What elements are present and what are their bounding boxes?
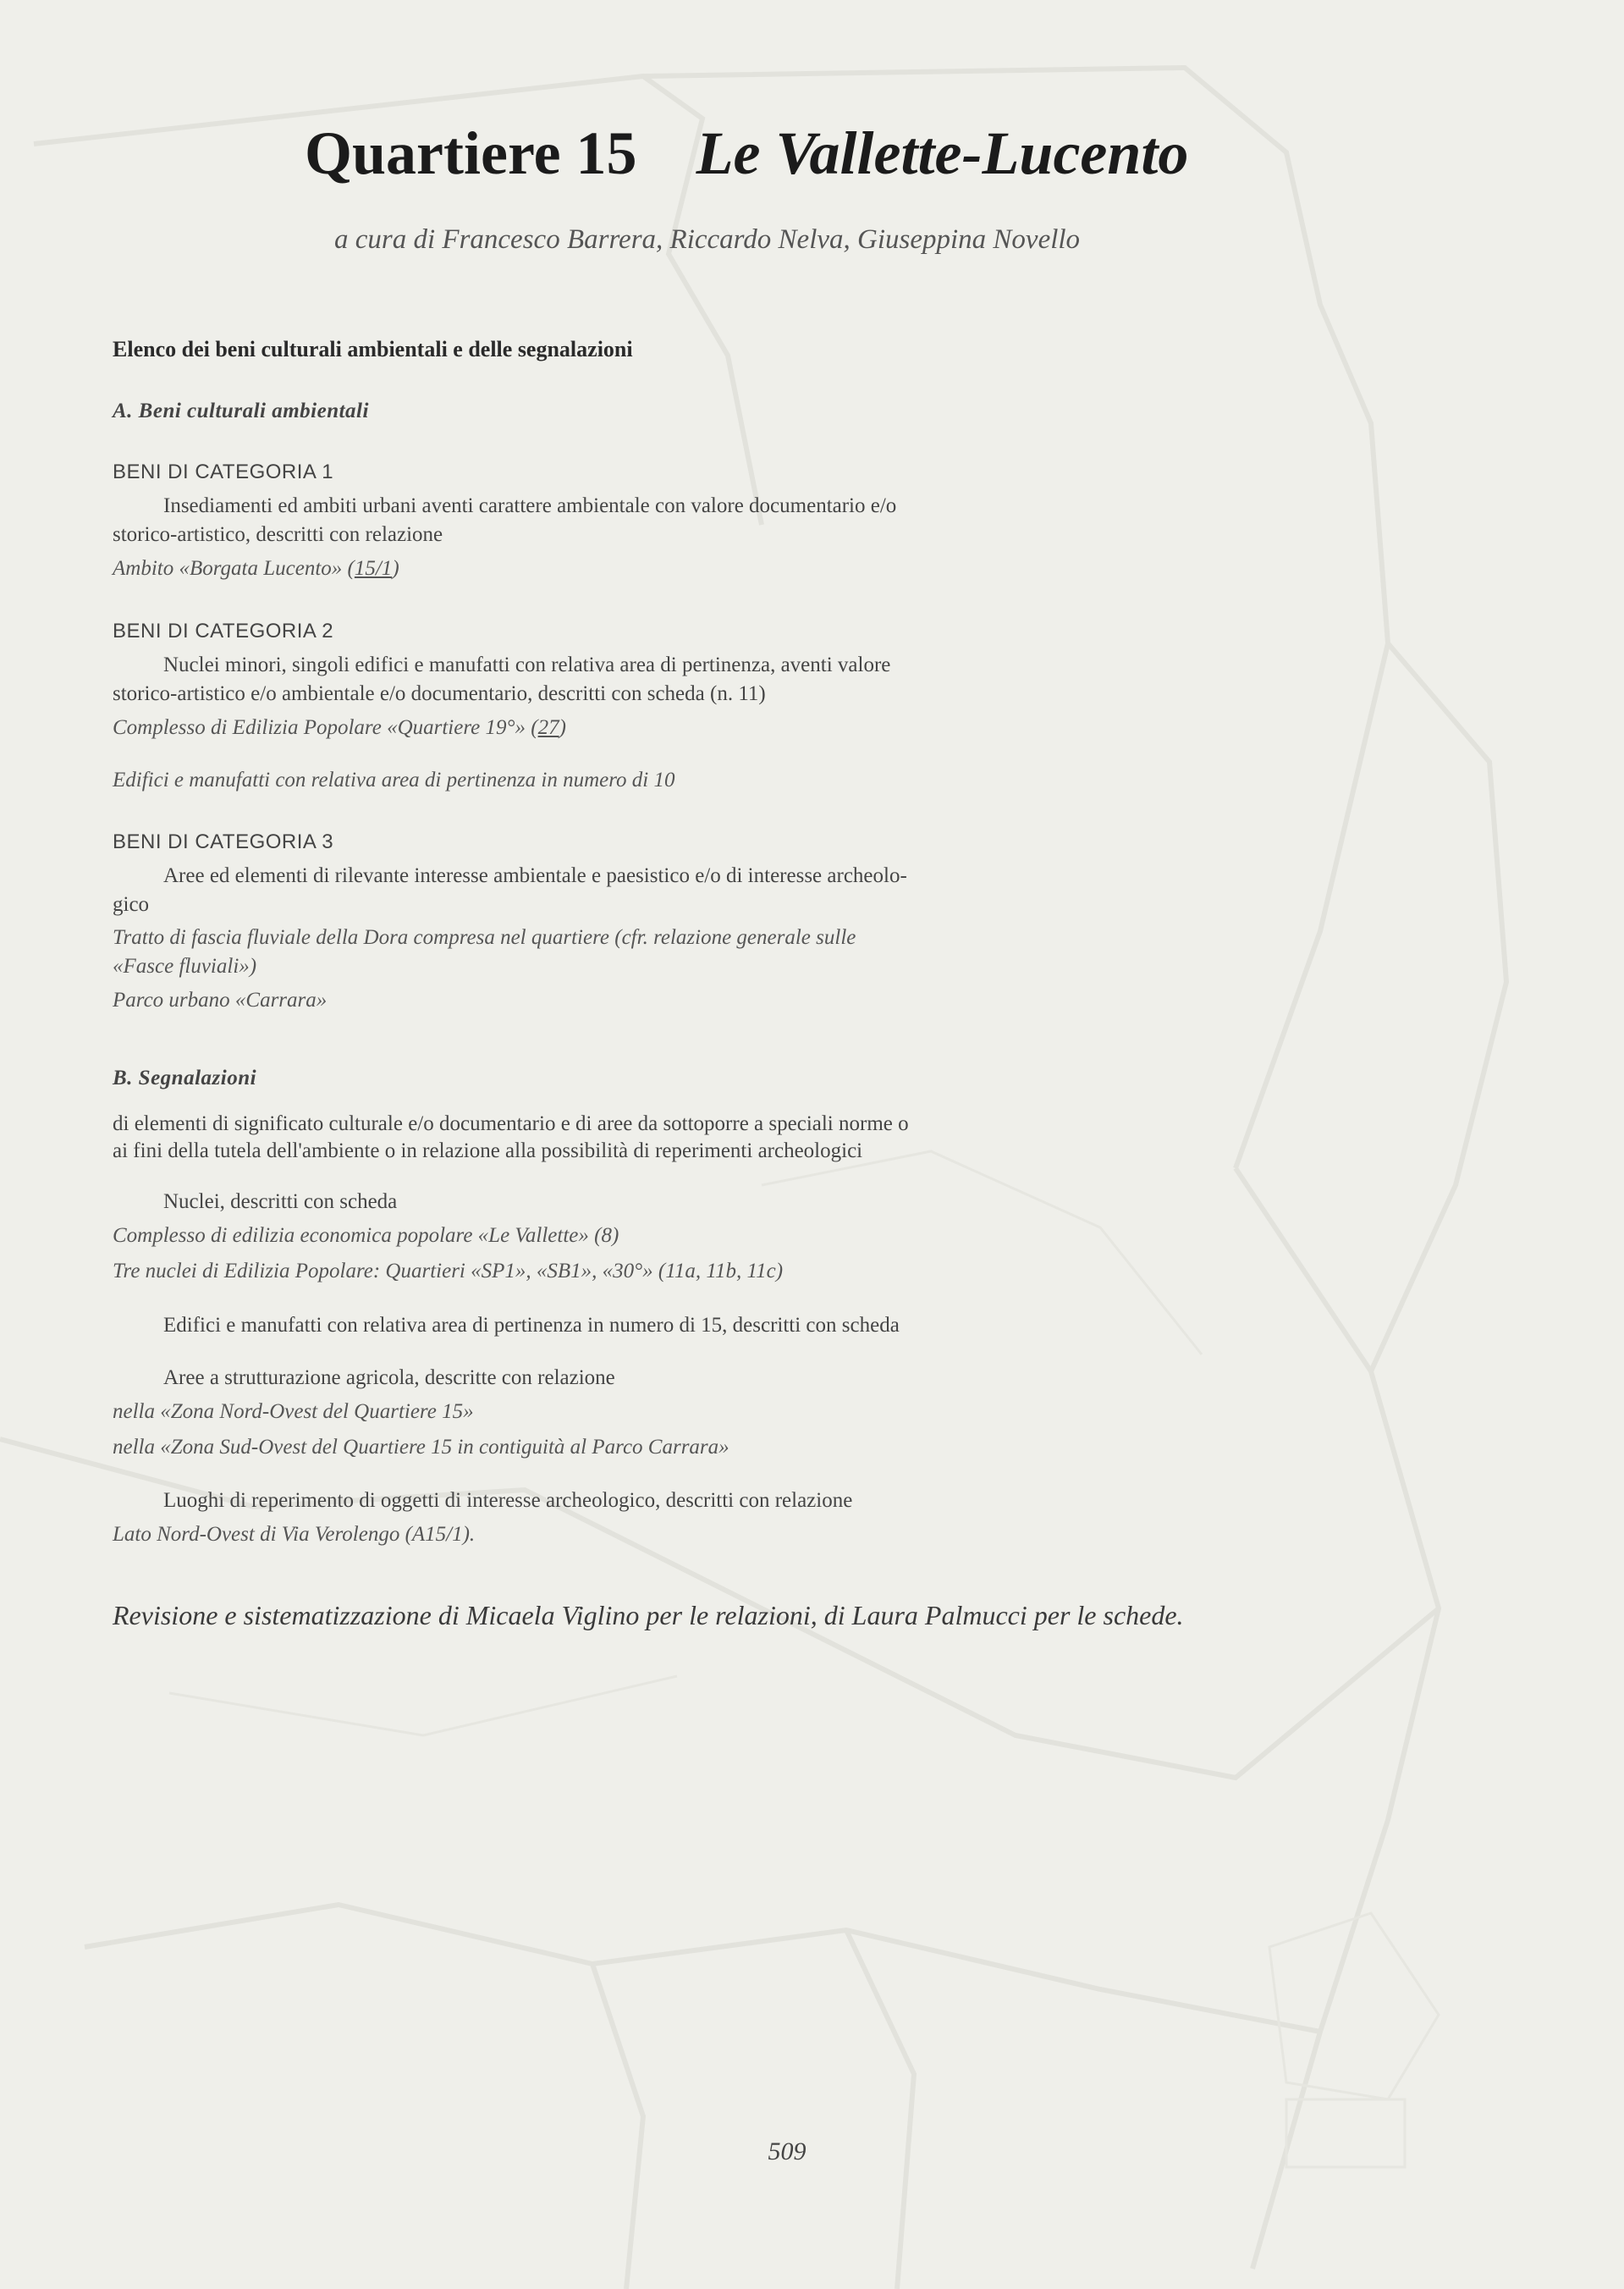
category-2-item-close: ) — [559, 716, 566, 739]
category-3-desc-line1: Aree ed elementi di rilevante interesse ambientale e paesistico e/o di interesse archeolo- — [163, 864, 907, 887]
category-2-note: Edifici e manufatti con relativa area di pertinenza in numero di 10 — [113, 769, 675, 791]
category-1-desc-line1: Insediamenti ed ambiti urbani aventi carattere ambientale con valore documentario e/o — [163, 494, 897, 517]
page-title — [305, 119, 1320, 189]
category-1-desc-line2: storico-artistico, descritti con relazione — [113, 523, 443, 546]
category-1-item — [113, 554, 1043, 584]
category-2-desc-line2: storico-artistico e/o ambientale e/o documentario, descritti con scheda (n. 11) — [113, 682, 766, 705]
category-1-item-code: 15/1 — [354, 557, 393, 580]
section-b-desc-line2: ai fini della tutela dell'ambiente o in relazione alla possibilità di reperimenti archeologici — [113, 1139, 863, 1162]
category-1-title: BENI DI CATEGORIA 1 — [113, 461, 334, 483]
category-3-item1-line2: «Fasce fluviali») — [113, 955, 257, 978]
edifici-line: Edifici e manufatti con relativa area di pertinenza in numero di 15, descritti con scheda — [163, 1314, 900, 1337]
page-number: 509 — [768, 2137, 806, 2165]
category-2-item-text: Complesso di Edilizia Popolare «Quartiere 19°» ( — [113, 716, 538, 739]
revision-note: Revisione e sistematizzazione di Micaela Viglino per le relazioni, di Laura Palmucci per le schede. — [113, 1600, 1184, 1630]
nuclei-item1: Complesso di edilizia economica popolare «Le Vallette» (8) — [113, 1224, 619, 1247]
category-2-item-code: 27 — [537, 716, 559, 739]
section-a-label: A. Beni culturali ambientali — [113, 400, 369, 422]
category-3-item1-line1: Tratto di fascia fluviale della Dora compresa nel quartiere (cfr. relazione generale sulle — [113, 926, 856, 949]
category-2-desc-line1: Nuclei minori, singoli edifici e manufatti con relativa area di pertinenza, aventi valore — [163, 654, 891, 676]
section-b-desc-line1: di elementi di significato culturale e/o documentario e di aree da sottoporre a speciali norme o — [113, 1112, 909, 1135]
title-number: Quartiere 15 — [305, 119, 637, 187]
section-b-label: B. Segnalazioni — [113, 1067, 257, 1089]
title-name: Le Vallette-Lucento — [696, 119, 1189, 187]
luoghi-item1: Lato Nord-Ovest di Via Verolengo (A15/1). — [113, 1523, 476, 1546]
category-3-item2: Parco urbano «Carrara» — [113, 989, 328, 1012]
aree-item2: nella «Zona Sud-Ovest del Quartiere 15 in contiguità al Parco Carrara» — [113, 1436, 729, 1459]
page-subtitle: a cura di Francesco Barrera, Riccardo Nelva, Giuseppina Novello — [334, 224, 1081, 255]
category-1-item-close: ) — [392, 557, 399, 580]
category-2-item — [113, 713, 1043, 743]
category-3-title: BENI DI CATEGORIA 3 — [113, 830, 334, 853]
category-1-item-text: Ambito «Borgata Lucento» ( — [113, 557, 355, 580]
aree-title: Aree a strutturazione agricola, descritte con relazione — [163, 1366, 615, 1389]
category-3-desc-line2: gico — [113, 893, 150, 916]
nuclei-item2: Tre nuclei di Edilizia Popolare: Quartieri «SP1», «SB1», «30°» (11a, 11b, 11c) — [113, 1260, 784, 1282]
aree-item1: nella «Zona Nord-Ovest del Quartiere 15» — [113, 1400, 474, 1423]
luoghi-title: Luoghi di reperimento di oggetti di interesse archeologico, descritti con relazione — [163, 1489, 853, 1512]
nuclei-title: Nuclei, descritti con scheda — [163, 1190, 398, 1213]
list-heading: Elenco dei beni culturali ambientali e delle segnalazioni — [113, 337, 633, 361]
category-2-title: BENI DI CATEGORIA 2 — [113, 620, 334, 643]
